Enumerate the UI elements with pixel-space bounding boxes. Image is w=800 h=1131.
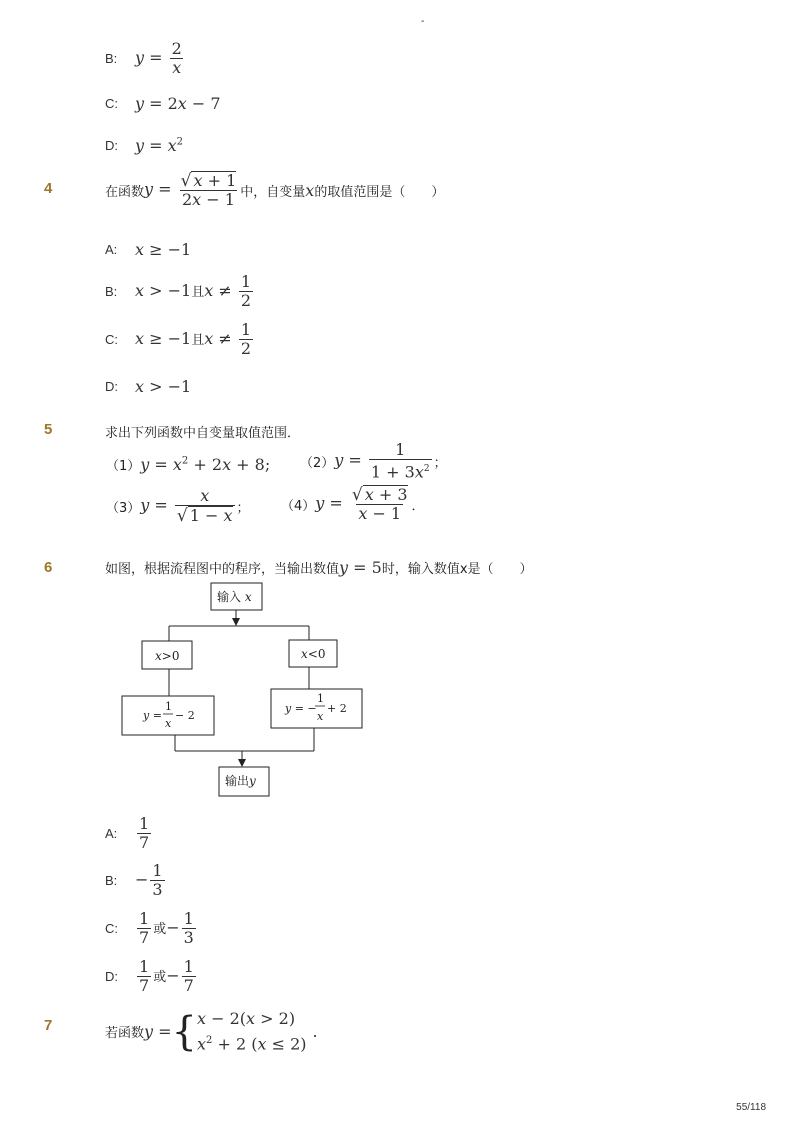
option-label: D:	[105, 379, 118, 394]
q6-option-a[interactable]	[105, 815, 153, 852]
q5-part-1: （1） $y = x^2 + 2x + 8$;	[106, 455, 271, 474]
brace: {	[171, 1008, 197, 1055]
q4-option-d[interactable]	[105, 377, 191, 396]
q6-option-b[interactable]	[105, 862, 167, 899]
svg-text:y =: y =	[143, 709, 162, 722]
formula: $y = x^2$	[135, 136, 184, 155]
arrow-down-icon	[238, 759, 246, 767]
formula: x > −1	[135, 377, 192, 396]
q3-option-d[interactable]	[105, 136, 183, 155]
svg-text:y = −: y = −	[285, 702, 317, 715]
q5-part-2: （2） y = $\frac{1}{1 + 3x^2}$ ；	[300, 440, 447, 482]
formula: x ≥ −1	[135, 240, 192, 259]
header-mark: -	[421, 16, 425, 27]
svg-text:1: 1	[165, 700, 172, 713]
question-number: 6	[44, 559, 53, 576]
question-stem: 若函数 y = { x − 2(x > 2) $x^2 + 2$ (x ≤ 2) .	[105, 1008, 318, 1055]
svg-text:x: x	[317, 710, 324, 723]
option-label: D:	[105, 138, 118, 153]
svg-text:x>0: x>0	[155, 649, 180, 663]
svg-text:1: 1	[317, 692, 324, 705]
q5-part-3: （3） y = x √ 1 − x ；	[106, 486, 250, 526]
formula: $\frac{1}{7}$ 或− $\frac{1}{7}$	[139, 957, 194, 995]
q3-option-b[interactable]	[105, 40, 186, 77]
formula: $\frac{1}{7}$	[139, 814, 150, 852]
q3-option-c[interactable]	[105, 94, 221, 113]
question-number: 5	[44, 421, 53, 438]
svg-text:输出y: 输出y	[225, 774, 256, 788]
formula: $\frac{1}{7}$ 或− $\frac{1}{3}$	[139, 909, 194, 947]
q5-part-4: （4） y = √ x + 3 x − 1 ．	[281, 485, 425, 523]
formula: x ≥ −1且x ≠ $\frac{1}{2}$	[135, 320, 251, 358]
formula: − $\frac{1}{3}$	[135, 861, 163, 899]
formula: y = √ x + 1 2x − 1	[144, 171, 237, 209]
option-label: A:	[105, 826, 118, 841]
option-label: D:	[105, 969, 118, 984]
svg-text:输入 x: 输入 x	[217, 590, 252, 604]
svg-text:− 2: − 2	[175, 709, 195, 722]
question-number: 7	[44, 1017, 53, 1034]
q6-option-d[interactable]	[105, 958, 198, 995]
option-label: A:	[105, 242, 118, 257]
option-label: C:	[105, 96, 118, 111]
option-label: C:	[105, 332, 118, 347]
option-label: B:	[105, 873, 118, 888]
svg-text:x: x	[165, 717, 172, 730]
formula: y = $\frac{2}{x}$	[135, 39, 182, 77]
svg-text:+ 2: + 2	[327, 702, 347, 715]
option-label: B:	[105, 284, 118, 299]
formula: x > −1且x ≠ $\frac{1}{2}$	[135, 272, 251, 310]
q4-option-c[interactable]	[105, 321, 255, 358]
question-number: 4	[44, 180, 53, 197]
flowchart	[115, 578, 375, 803]
question-stem: 如图，根据流程图中的程序，当输出数值 y = 5 时，输入数值x是（ ）	[105, 558, 533, 577]
q6-option-c[interactable]	[105, 910, 198, 947]
option-label: B:	[105, 51, 118, 66]
option-label: C:	[105, 921, 118, 936]
arrow-down-icon	[232, 618, 240, 626]
svg-text:x<0: x<0	[301, 647, 326, 661]
page-number: 55/118	[736, 1102, 766, 1113]
q4-option-a[interactable]	[105, 240, 191, 259]
formula: y = 2x − 7	[135, 94, 221, 113]
q4-option-b[interactable]	[105, 273, 255, 310]
question-stem: 在函数 y = √ x + 1 2x − 1 中，自变量 x 的取值范围是（ ）	[105, 171, 445, 209]
question-stem: 求出下列函数中自变量取值范围．	[105, 426, 301, 441]
